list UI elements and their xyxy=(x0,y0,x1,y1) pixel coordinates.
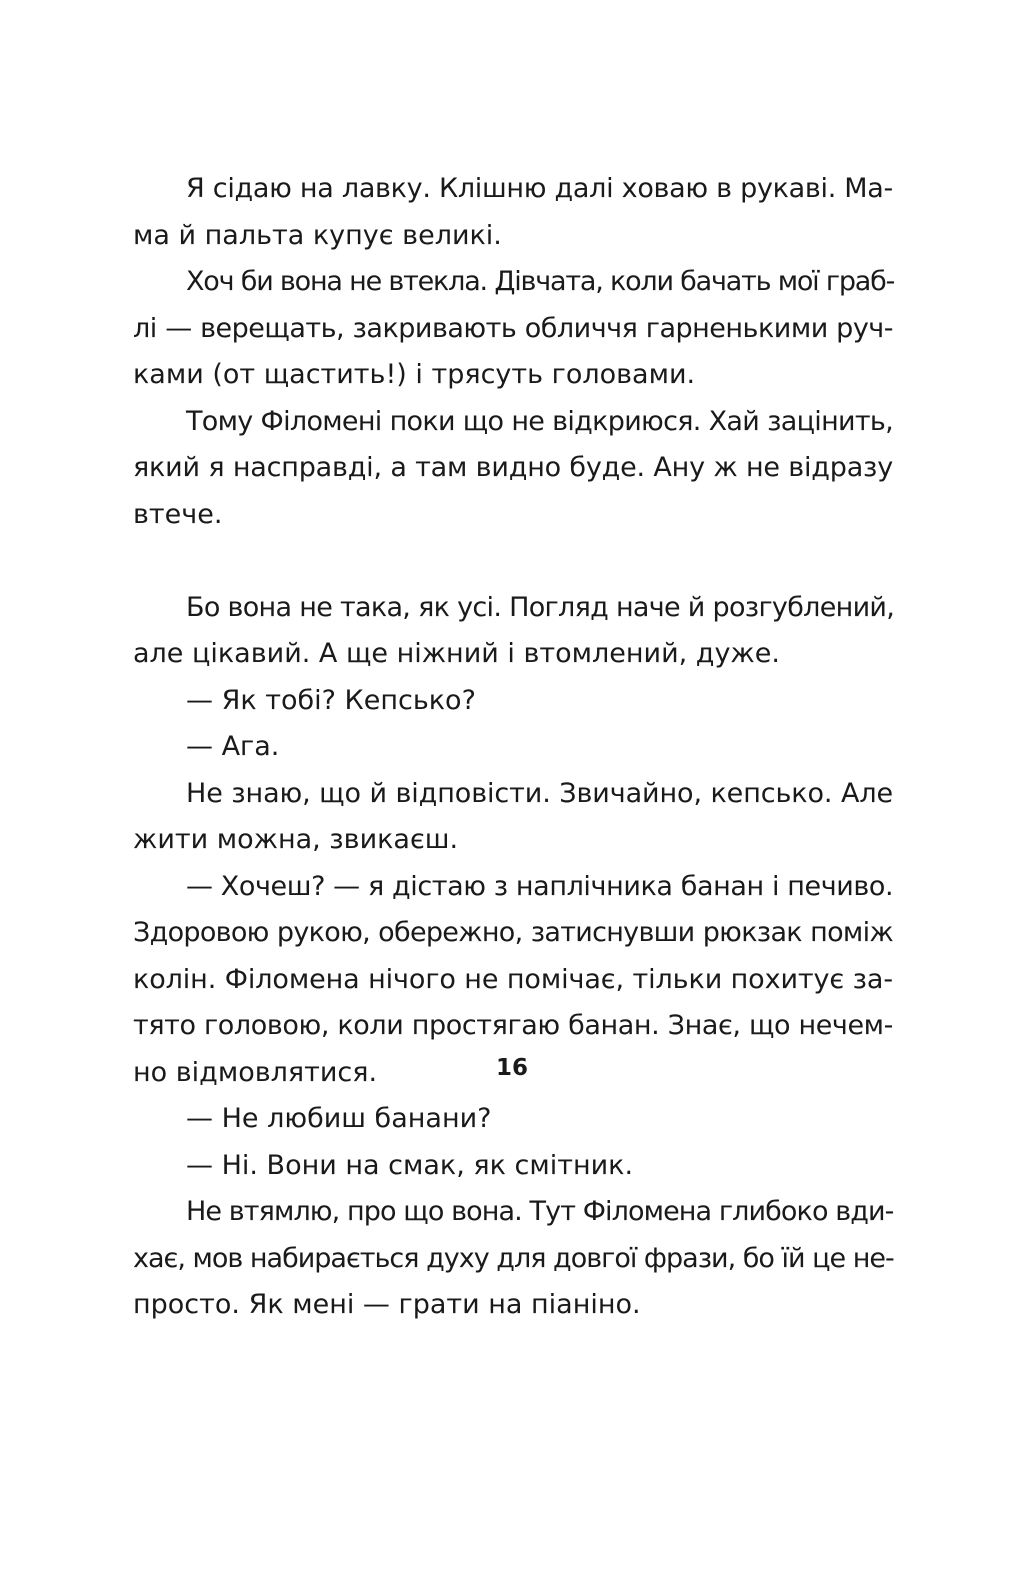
text-line: Бо вона не така, як усі. Погляд наче й розгублений, xyxy=(186,591,895,623)
text-line: але цікавий. А ще ніжний і втомлений, дуже. xyxy=(133,638,780,669)
text-line: хає, мов набирається духу для довгої фрази, бо їй це не- xyxy=(133,1242,894,1274)
text-line: ками (от щастить!) і трясуть головами. xyxy=(133,359,696,390)
text-line: но відмовлятися. xyxy=(133,1056,378,1088)
text-line: — Не любиш банани? xyxy=(186,1103,492,1134)
text-line: — Ага. xyxy=(186,731,280,762)
text-line: лі — верещать, закривають обличчя гарненькими руч- xyxy=(133,312,893,344)
text-line: Не знаю, що й відповісти. Звичайно, кепсько. Але xyxy=(186,777,893,809)
text-line: втече. xyxy=(133,498,223,530)
text-line: Тому Філомені поки що не відкриюся. Хай зацінить, xyxy=(186,405,893,437)
text-line: Здоровою рукою, обережно, затиснувши рюкзак поміж xyxy=(133,917,893,948)
text-line: колін. Філомена нічого не помічає, тільки похитує за- xyxy=(133,963,893,995)
body-text xyxy=(133,166,893,1329)
text-line: тято головою, коли простягаю банан. Знає, що нечем- xyxy=(133,1010,893,1041)
text-line: Я сідаю на лавку. Клішню далі ховаю в рукаві. Ма- xyxy=(186,173,893,204)
text-line: ма й пальта купує великі. xyxy=(133,219,502,251)
text-line: — Хочеш? — я дістаю з наплічника банан і печиво. xyxy=(186,870,894,902)
text-line: — Ні. Вони на смак, як смітник. xyxy=(186,1149,634,1181)
text-line: просто. Як мені — грати на піаніно. xyxy=(133,1289,641,1320)
text-line: Не втямлю, про що вона. Тут Філомена глибоко вди- xyxy=(186,1196,894,1227)
text-line: Хоч би вона не втекла. Дівчата, коли бачать мої граб- xyxy=(186,266,895,297)
page-number: 16 xyxy=(495,1055,528,1081)
text-line: — Як тобі? Кепсько? xyxy=(186,684,476,716)
text-line: який я насправді, а там видно буде. Ану ж не відразу xyxy=(133,452,893,483)
text-line: жити можна, звикаєш. xyxy=(133,824,459,855)
section-break xyxy=(133,538,893,585)
